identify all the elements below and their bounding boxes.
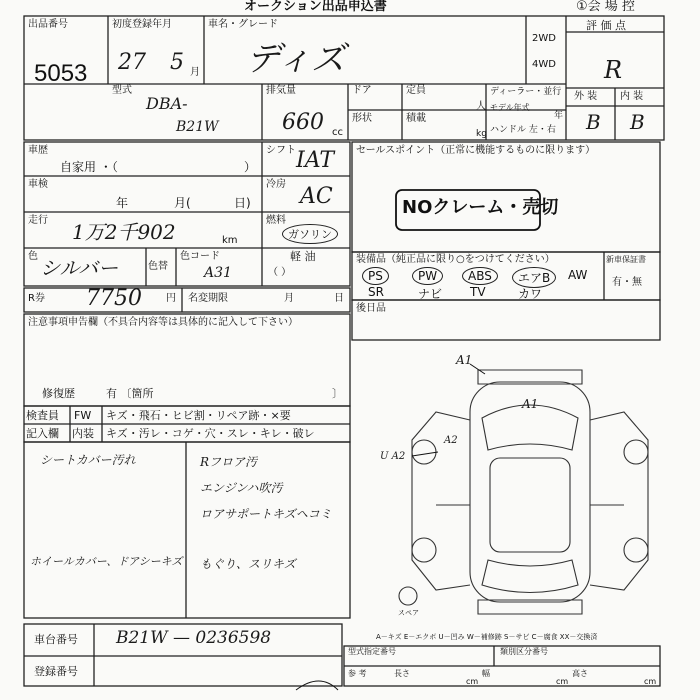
first-registration-month: 5	[170, 50, 184, 75]
usage-label: 車歴	[28, 145, 48, 156]
car-name: ディズ	[246, 39, 346, 79]
dealer-label: ディーラー・並行	[490, 87, 562, 97]
note-engine-room: エンジンハ吹汚	[200, 481, 283, 495]
person-unit: 人	[476, 101, 486, 112]
equip-navi: ナビ	[418, 287, 443, 301]
notes-label: 注意事項申告欄（不具合内容等は具体的に記入して下さい）	[28, 317, 298, 328]
grade-label: 評 価 点	[586, 19, 626, 32]
inspector-row1-items: キズ・飛石・ヒビ割・リペア跡・×要	[106, 409, 291, 422]
name-change-label: 名変期限	[188, 293, 228, 304]
later-parts-label: 後日品	[356, 303, 386, 314]
new-car-warranty-label: 新車保証書	[606, 255, 646, 264]
lot-number-label: 出品番号	[28, 19, 68, 30]
height-unit: cm	[644, 677, 657, 686]
shift-value: IAT	[296, 148, 335, 173]
sales-stamp: NOクレーム・売切	[402, 197, 559, 218]
new-car-warranty-value: 有・無	[612, 277, 642, 288]
shift-label: シフト	[266, 145, 296, 156]
name-change-day: 日	[334, 293, 344, 304]
inspection-year: 年	[116, 196, 129, 210]
equip-sr: SR	[368, 285, 384, 299]
damage-mark-left-door: A2	[444, 435, 458, 446]
category-label: 類別区分番号	[500, 647, 548, 656]
displacement-value: 660	[282, 110, 324, 135]
inspector-label-1: 検査員	[26, 409, 59, 422]
damage-mark-hood: A1	[522, 397, 539, 411]
color-swap-label: 色替	[148, 261, 168, 272]
displacement-unit: cc	[332, 127, 343, 138]
repair-history-label: 修復歴	[42, 387, 75, 400]
inspector-fw: FW	[74, 409, 92, 422]
interior-grade: B	[630, 110, 645, 134]
inspection-day: 日)	[234, 196, 251, 210]
first-registration-label: 初度登録年月	[112, 19, 172, 30]
displacement-label: 排気量	[266, 85, 296, 96]
inspector-interior: 内装	[72, 427, 94, 440]
color-code-value: A31	[204, 265, 232, 281]
exterior-label: 外 装	[574, 91, 598, 102]
equip-leather: カワ	[518, 287, 543, 301]
width-unit: cm	[556, 677, 569, 686]
exterior-grade: B	[586, 110, 601, 134]
interior-label: 内 装	[620, 91, 644, 102]
sales-point-label: セールスポイント（正常に機能するものに限ります）	[356, 145, 596, 156]
model-id-label: 型式指定番号	[348, 647, 396, 656]
name-change-month: 月	[284, 293, 294, 304]
drive-4wd: 4WD	[532, 59, 556, 70]
ref-label: 参 考	[348, 669, 367, 678]
sheet-title: オークション出品申込書	[244, 0, 387, 14]
recycle-unit: 円	[166, 293, 176, 304]
height-label: 高さ	[572, 669, 588, 678]
repair-history-value: 有 〔箇所	[106, 387, 154, 400]
model-label: 型式	[112, 85, 132, 96]
damage-mark-front: A1	[456, 353, 473, 367]
month-unit: 月	[190, 67, 200, 78]
lot-number: 5053	[34, 60, 88, 87]
capacity-label: 定員	[406, 85, 426, 96]
equipment-label: 装備品（純正品に限り○をつけてください）	[356, 254, 555, 265]
repair-close: 〕	[332, 387, 343, 400]
fuel-paren: （ ）	[268, 267, 292, 278]
door-label: ドア	[352, 85, 372, 96]
ac-label: 冷房	[266, 179, 286, 190]
venue-copy-label: ①会 場 控	[576, 0, 635, 14]
recycle-label: R券	[28, 293, 45, 304]
ac-value: AC	[300, 184, 333, 209]
damage-mark-left-fender: U A2	[380, 451, 406, 462]
length-unit: cm	[466, 677, 479, 686]
fuel-value: ガソリン	[282, 224, 338, 244]
equip-tv: TV	[470, 285, 486, 299]
note-rear-floor: Rフロア汚	[200, 455, 258, 469]
recycle-value: 7750	[86, 286, 142, 311]
spare-label: スペア	[398, 609, 419, 617]
damage-legend: A－キズ E－エクボ U－凹み W－補修跡 S－サビ C－腐食 XX－交換済	[376, 633, 598, 641]
note-seat-cover: シートカバー汚れ	[40, 453, 136, 467]
handle-label: ハンドル 左・右	[490, 125, 556, 135]
kg-unit: kg	[476, 129, 487, 139]
inspector-label-2: 記入欄	[26, 427, 59, 440]
mileage-value: 1万2千902	[72, 220, 176, 244]
note-underbody: もぐり、スリキズ	[200, 557, 296, 571]
fuel-label: 燃料	[266, 215, 286, 226]
usage-close: ）	[244, 160, 257, 174]
car-name-label: 車名・グレード	[208, 19, 278, 30]
inspection-label: 車検	[28, 179, 48, 190]
registration-label: 登録番号	[34, 665, 78, 678]
model-line2: B21W	[176, 119, 219, 135]
equip-ps: PS	[362, 267, 389, 285]
first-registration-year: 27	[118, 50, 146, 75]
fuel-option: 軽 油	[290, 250, 316, 263]
year-unit: 年	[554, 111, 564, 121]
chassis-label: 車台番号	[34, 633, 78, 646]
drive-2wd: 2WD	[532, 33, 556, 44]
color-code-label: 色コード	[180, 251, 220, 262]
equip-abs: ABS	[462, 267, 498, 285]
note-lower-support: ロアサポートキズヘコミ	[200, 507, 332, 521]
width-label: 幅	[482, 669, 490, 678]
chassis-number: B21W — 0236598	[116, 628, 272, 648]
inspector-row2-items: キズ・汚レ・コゲ・穴・スレ・キレ・破レ	[106, 427, 315, 440]
color-value: シルバー	[40, 256, 119, 280]
length-label: 長さ	[394, 669, 410, 678]
equip-aw: AW	[568, 268, 588, 282]
model-line1: DBA-	[146, 94, 188, 113]
mileage-unit: km	[222, 235, 238, 246]
load-label: 積載	[406, 113, 426, 124]
equip-airbag: エアB	[512, 267, 556, 288]
note-wheel-cover: ホイールカバー、ドアシーキズ	[30, 555, 183, 568]
color-label: 色	[28, 251, 38, 262]
equip-pw: PW	[412, 267, 443, 285]
shape-label: 形状	[352, 113, 372, 124]
model-year-label: モデル年式	[490, 103, 530, 112]
mileage-label: 走行	[28, 215, 48, 226]
usage-value: 自家用 ・（	[60, 160, 118, 174]
inspection-month: 月(	[174, 196, 191, 210]
grade-value: R	[604, 56, 623, 84]
